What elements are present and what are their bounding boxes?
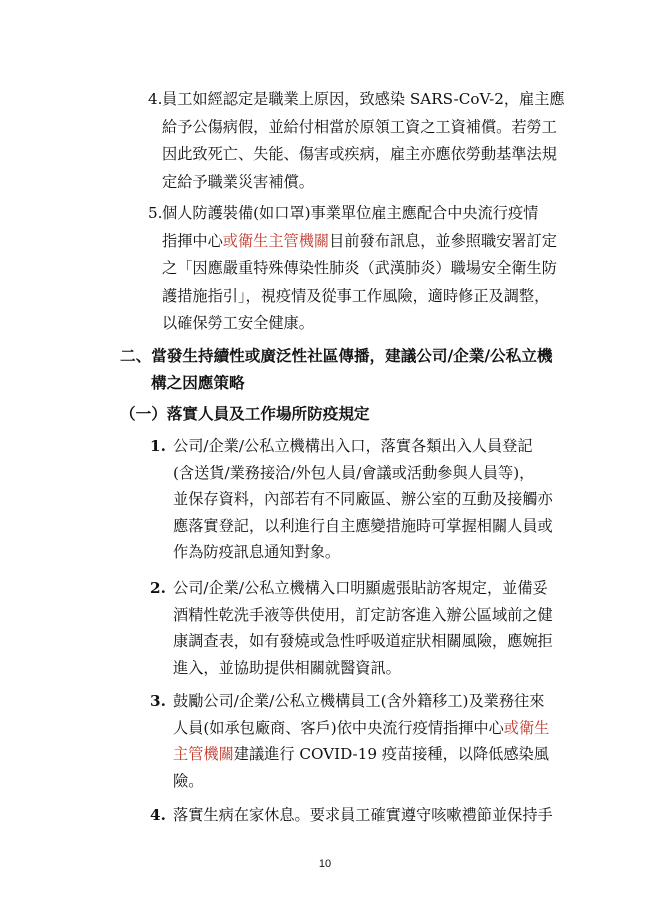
text-segment: 落實生病在家休息。要求員工確實遵守咳嗽禮節並保持手 <box>173 806 553 824</box>
item-number: 4. <box>150 806 166 824</box>
text-segment: 建議進行 COVID-19 疫苗接種，以降低感染風 <box>233 745 549 763</box>
highlighted-text: 或衛生主管機關 <box>222 231 330 250</box>
section-heading-line1: 二、當發生持續性或廣泛性社區傳播，建議公司/企業/公私立機 <box>120 346 553 365</box>
text-segment: 康調查表，如有發燒或急性呼吸道症狀相關風險，應婉拒 <box>173 632 553 650</box>
text-segment: 公司/企業/公私立機構入口明顯處張貼訪客規定，並備妥 <box>173 579 548 597</box>
text-segment: 險。 <box>173 771 204 790</box>
text-segment: 酒精性乾洗手液等供使用，訂定訪客進入辦公區域前之健 <box>173 605 553 624</box>
text-segment: 鼓勵公司/企業/公私立機構員工(含外籍移工)及業務往來 <box>173 692 545 710</box>
text-segment: 並保存資料，內部若有不同廠區、辦公室的互動及接觸亦 <box>173 490 553 508</box>
text-line <box>162 200 592 228</box>
text-segment: 人員(如承包廠商、客戶)依中央流行疫情指揮中心 <box>173 718 504 737</box>
text-line <box>173 486 573 513</box>
section-heading <box>120 342 552 396</box>
text-line <box>162 114 592 142</box>
text-line <box>162 255 592 283</box>
item-number: 4. <box>148 90 163 108</box>
text-segment: 公司/企業/公私立機構出入口，落實各類出入人員登記 <box>173 437 533 455</box>
text-line <box>162 141 592 169</box>
text-segment: 護措施指引」，視疫情及從事工作風險，適時修正及調整， <box>162 286 550 305</box>
item-number: 5. <box>148 204 163 222</box>
item-text <box>162 86 592 196</box>
text-line <box>162 283 592 311</box>
text-segment: 員工如經認定是職業上原因，致感染 SARS-CoV-2，雇主應 <box>162 90 565 108</box>
item-number: 1. <box>150 437 166 455</box>
text-line <box>173 628 573 655</box>
item-text <box>162 200 592 338</box>
text-line <box>173 433 573 460</box>
text-segment: 給予公傷病假，並給付相當於原領工資之工資補償。若勞工 <box>162 117 557 136</box>
text-segment: 目前發布訊息，並參照職安署訂定 <box>329 231 557 250</box>
text-line <box>173 768 573 795</box>
text-line <box>173 575 573 602</box>
text-line <box>162 310 592 338</box>
text-segment: 個人防護裝備(如口罩)事業單位雇主應配合中央流行疫情 <box>162 204 539 222</box>
text-segment: 之「因應嚴重特殊傳染性肺炎（武漢肺炎）職場安全衛生防 <box>162 259 557 277</box>
text-line <box>162 86 592 114</box>
text-segment: 因此致死亡、失能、傷害或疾病，雇主亦應依勞動基準法規 <box>162 145 557 163</box>
text-line <box>173 741 573 768</box>
text-line <box>173 460 573 487</box>
highlighted-text: 主管機關 <box>173 745 234 763</box>
section-heading-line2: 構之因應策略 <box>151 373 245 392</box>
text-segment: 指揮中心 <box>162 231 223 250</box>
text-line <box>162 228 592 256</box>
item-number: 2. <box>150 579 166 597</box>
page-number: 10 <box>318 858 332 870</box>
highlighted-text: 或衛生 <box>503 718 550 737</box>
text-line <box>173 602 573 629</box>
text-segment: (含送貨/業務接洽/外包人員/會議或活動參與人員等)， <box>173 463 535 482</box>
text-line <box>173 715 573 742</box>
text-segment: 應落實登記，以利進行自主應變措施時可掌握相關人員或 <box>173 516 553 535</box>
text-segment: 定給予職業災害補償。 <box>162 172 314 191</box>
text-segment: 進入，並協助提供相關就醫資訊。 <box>173 658 401 677</box>
text-line <box>162 169 592 197</box>
text-segment: 作為防疫訊息通知對象。 <box>173 543 341 561</box>
item-number: 3. <box>150 692 166 710</box>
item-text <box>173 433 573 566</box>
subsection-heading: （一）落實人員及工作場所防疫規定 <box>120 404 370 423</box>
text-segment: 以確保勞工安全健康。 <box>162 314 314 332</box>
text-line <box>173 539 573 566</box>
item-text <box>173 802 573 829</box>
text-line <box>173 688 573 715</box>
text-line <box>173 513 573 540</box>
text-line <box>173 802 573 829</box>
item-text <box>173 688 573 794</box>
text-line <box>173 655 573 682</box>
item-text <box>173 575 573 681</box>
